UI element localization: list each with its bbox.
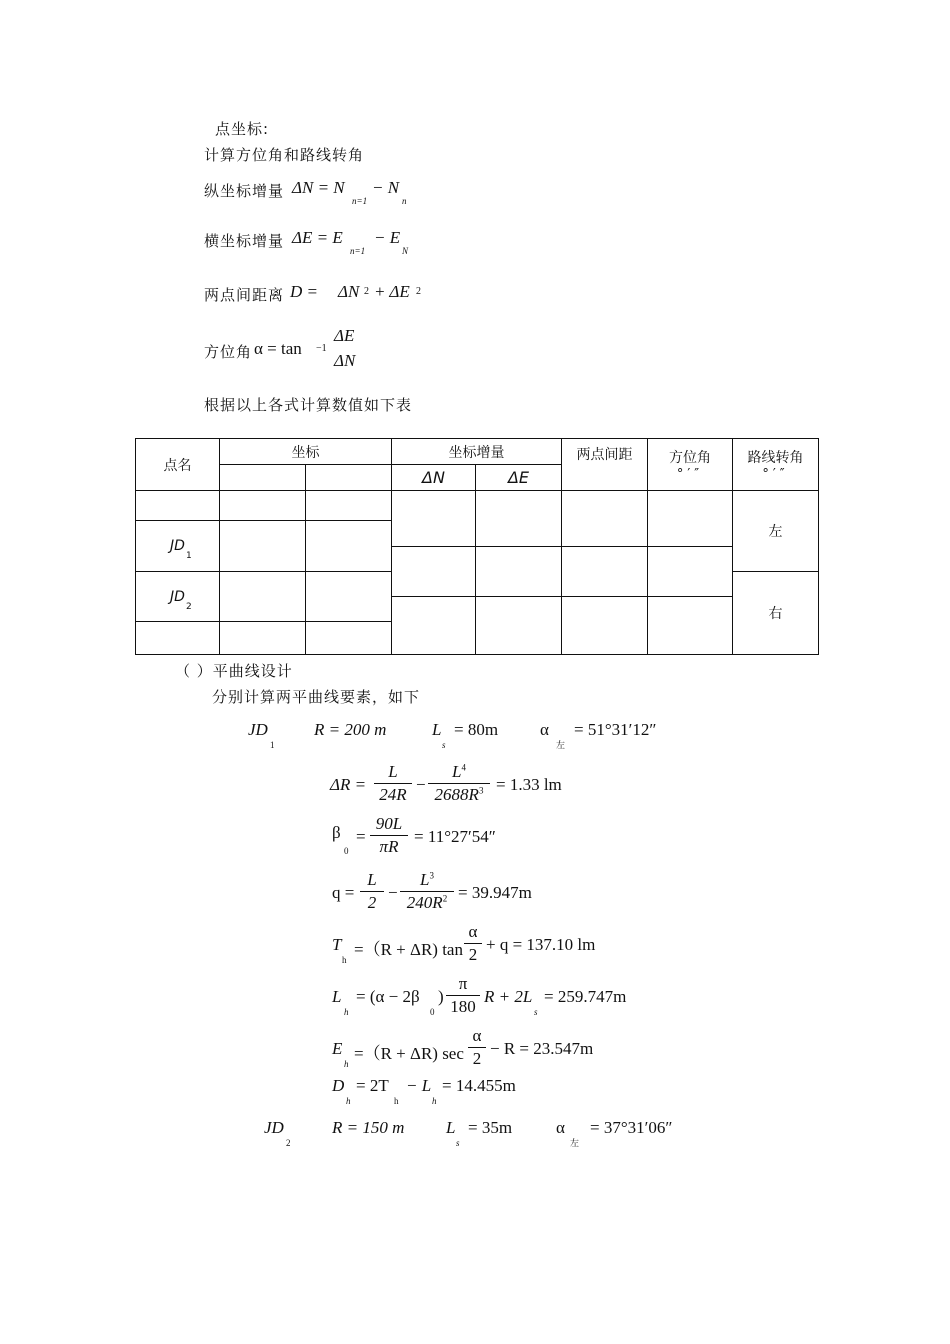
jd1-label-sub: 1: [270, 740, 275, 750]
q-lhs: q =: [332, 883, 355, 902]
section-intro: 分别计算两平曲线要素，如下: [212, 688, 421, 706]
jd1-sub: 1: [186, 551, 192, 561]
dr-frac2: [428, 762, 490, 805]
d-sqrt: ΔN: [338, 282, 360, 301]
cell-n-jd1: [220, 521, 306, 572]
eh-sub: h: [344, 1059, 349, 1069]
jd1-ls-sub: s: [442, 740, 446, 750]
lh-den: 180: [450, 997, 476, 1016]
dr-f1-num: L: [374, 762, 412, 784]
jd1-alpha-sub: 左: [556, 740, 566, 750]
jd2-params: [264, 1118, 704, 1154]
cell-n-jd2: [220, 572, 306, 622]
formula-eh: [330, 1026, 650, 1074]
cell-turn-right: 右: [733, 572, 819, 655]
dn-math: ΔN = N: [292, 178, 345, 197]
lh-sub0: 0: [430, 1007, 435, 1017]
lh-res: R + 2L: [484, 987, 533, 1006]
d-math: D =: [290, 282, 318, 301]
d-plus: + ΔE: [374, 282, 410, 301]
q-f1-num: L: [360, 870, 384, 892]
dn-sub2: n: [402, 196, 407, 206]
header-azimuth: [648, 439, 733, 491]
jd2-ls-sub: s: [456, 1138, 460, 1148]
q-f2-num-sup: 3: [429, 870, 434, 881]
cell-dist-1: [562, 491, 648, 547]
jd2-alpha-val: = 37°31′06″: [590, 1118, 673, 1137]
intro-line2: 计算方位角和路线转角: [204, 146, 365, 164]
dr-lhs: ΔR =: [330, 775, 367, 794]
jd1-radius: R = 200 m: [314, 720, 387, 739]
th-mid: =（R + ΔR) tan: [354, 940, 463, 959]
cell-dist-2: [562, 547, 648, 597]
cell-n-0: [220, 491, 306, 521]
formula-alpha: [204, 325, 424, 375]
cell-dist-3: [562, 597, 648, 655]
jd1-alpha-sym: α: [540, 720, 549, 739]
q-f2-den: [400, 892, 454, 913]
cell-de-3: [476, 597, 562, 655]
eh-res: − R = 23.547m: [490, 1039, 594, 1058]
jd2-name: JD: [170, 588, 185, 605]
jd2-radius: R = 150 m: [332, 1118, 405, 1137]
jd1-params: [248, 720, 688, 756]
cell-point-4: [136, 622, 220, 655]
cell-de-1: [476, 491, 562, 547]
jd1-name: JD: [170, 538, 185, 554]
dr-f2-den: [428, 784, 490, 805]
eh-lhs: E: [332, 1039, 343, 1058]
jd1-alpha-val: = 51°31′12″: [574, 720, 657, 739]
d-sup1: 2: [364, 286, 369, 297]
dr-f2-num: [428, 762, 490, 784]
cell-de-2: [476, 547, 562, 597]
formula-q: [330, 870, 630, 918]
q-frac2: [400, 870, 454, 913]
formula-lh: [330, 974, 670, 1022]
jd1-label: JD: [248, 720, 268, 739]
dr-f1-den: 24R: [379, 785, 407, 804]
header-turn: [733, 439, 819, 491]
lh-val: = 259.747m: [544, 987, 627, 1006]
jd2-label-sub: 2: [286, 1138, 291, 1148]
lh-res-sub: s: [534, 1007, 538, 1017]
jd2-ls-val: = 35m: [468, 1118, 513, 1137]
header-de: ΔE: [476, 465, 562, 491]
dr-frac1: [374, 762, 412, 805]
dr-mid: −: [416, 775, 426, 794]
th-frac: [464, 922, 482, 965]
lh-paren: ): [438, 987, 444, 1006]
q-frac1: [360, 870, 384, 913]
header-incr: 坐标增量: [392, 439, 562, 465]
formula-de: [204, 228, 444, 258]
q-mid: −: [388, 883, 398, 902]
b0-eq: =: [356, 827, 366, 846]
lh-num: π: [446, 974, 480, 996]
q-f2-num-l: L: [420, 870, 430, 889]
cell-dn-3: [392, 597, 476, 655]
formula-dn: [204, 178, 444, 208]
dr-res: = 1.33 lm: [496, 775, 562, 794]
dh-lhs: D: [332, 1076, 345, 1095]
coordinate-table: [135, 438, 819, 655]
b0-den: πR: [379, 837, 399, 856]
alpha-label: 方位角: [204, 343, 253, 361]
de-label: 横坐标增量: [204, 232, 285, 250]
cell-az-3: [648, 597, 733, 655]
cell-point-0: [136, 491, 220, 521]
cell-turn-left: 左: [733, 491, 819, 572]
th-num: α: [464, 922, 482, 944]
eh-mid: =（R + ΔR) sec: [354, 1044, 464, 1063]
b0-lhs: β: [332, 823, 341, 842]
th-lhs: T: [332, 935, 342, 954]
cell-e-jd1: [306, 521, 392, 572]
th-den: 2: [468, 945, 478, 964]
cell-e-jd2: [306, 572, 392, 622]
dh-mid: = 2T: [356, 1076, 389, 1095]
dh-res: = 14.455m: [442, 1076, 516, 1095]
eh-num: α: [468, 1026, 486, 1048]
de-math: ΔE = E: [292, 228, 343, 247]
cell-point-jd2: [136, 572, 220, 622]
dn-label: 纵坐标增量: [204, 182, 285, 200]
jd2-label: JD: [264, 1118, 284, 1137]
cell-dn-2: [392, 547, 476, 597]
intro-line1: 点坐标:: [215, 120, 270, 138]
b0-num: 90L: [370, 814, 408, 836]
lh-frac: [446, 974, 480, 1017]
dn-sub1: n=1: [352, 196, 368, 206]
dh-minus: − L: [406, 1076, 432, 1095]
eh-den: 2: [472, 1049, 482, 1068]
azimuth-label: 方位角: [669, 450, 711, 466]
section-heading: （ ）平曲线设计: [175, 662, 293, 680]
cell-dn-1: [392, 491, 476, 547]
de-sub2: N: [402, 246, 409, 256]
dr-f2-num-sup: 4: [461, 762, 466, 773]
cell-e-4: [306, 622, 392, 655]
dh-sub: h: [346, 1096, 351, 1106]
alpha-math: α = tan: [254, 339, 302, 358]
cell-e-0: [306, 491, 392, 521]
formula-dh: [330, 1076, 650, 1112]
coord-n-cell: [220, 465, 306, 491]
dn-math2: − N: [372, 178, 400, 197]
alpha-den: ΔN: [334, 351, 356, 370]
cell-n-4: [220, 622, 306, 655]
eh-frac: [468, 1026, 486, 1069]
formula-beta0: [330, 814, 630, 862]
jd1-ls-val: = 80m: [454, 720, 499, 739]
summary-line: 根据以上各式计算数值如下表: [204, 396, 413, 414]
dr-f2-den-t: 2688R: [434, 785, 479, 804]
th-res: + q = 137.10 lm: [486, 935, 596, 954]
header-dn: ΔN: [392, 465, 476, 491]
dh-sub-h1: h: [394, 1096, 399, 1106]
header-coord: 坐标: [220, 439, 392, 465]
dr-f2-den-sup: 3: [478, 785, 484, 796]
header-dist: 两点间距: [562, 439, 648, 491]
cell-az-2: [648, 547, 733, 597]
dr-f2-num-l: L: [452, 762, 462, 781]
q-f1-den: 2: [367, 893, 377, 912]
jd1-ls-sym: L: [432, 720, 442, 739]
alpha-num: ΔE: [334, 326, 355, 345]
jd2-sub: 2: [186, 602, 192, 612]
coord-e-cell: [306, 465, 392, 491]
d-sup2: 2: [416, 286, 421, 297]
formula-th: [330, 922, 650, 970]
alpha-sup: −1: [316, 343, 327, 354]
turn-unit: °′″: [762, 467, 789, 482]
b0-sub: 0: [344, 846, 349, 856]
formula-d: [204, 282, 464, 312]
lh-sub: h: [344, 1007, 349, 1017]
b0-frac: [370, 814, 408, 857]
dh-sub-h2: h: [432, 1096, 437, 1106]
jd2-alpha-sym: α: [556, 1118, 565, 1137]
jd2-alpha-sub: 左: [570, 1138, 580, 1148]
formula-delta-r: [330, 762, 630, 810]
q-f2-den-t: 240R: [406, 893, 443, 912]
cell-point-jd1: [136, 521, 220, 572]
d-label: 两点间距离: [204, 286, 285, 304]
header-point: 点名: [136, 439, 220, 491]
q-f2-den-sup: 2: [442, 893, 448, 904]
lh-lhs: L: [332, 987, 342, 1006]
th-sub: h: [342, 955, 347, 965]
jd2-ls-sym: L: [446, 1118, 456, 1137]
lh-mid: = (α − 2β: [356, 987, 420, 1006]
q-res: = 39.947m: [458, 883, 532, 902]
azimuth-unit: °′″: [676, 467, 704, 482]
q-f2-num: [400, 870, 454, 892]
cell-az-1: [648, 491, 733, 547]
de-math2: − E: [374, 228, 401, 247]
de-sub1: n=1: [350, 246, 366, 256]
b0-res: = 11°27′54″: [414, 827, 496, 846]
turn-label: 路线转角: [747, 450, 804, 466]
